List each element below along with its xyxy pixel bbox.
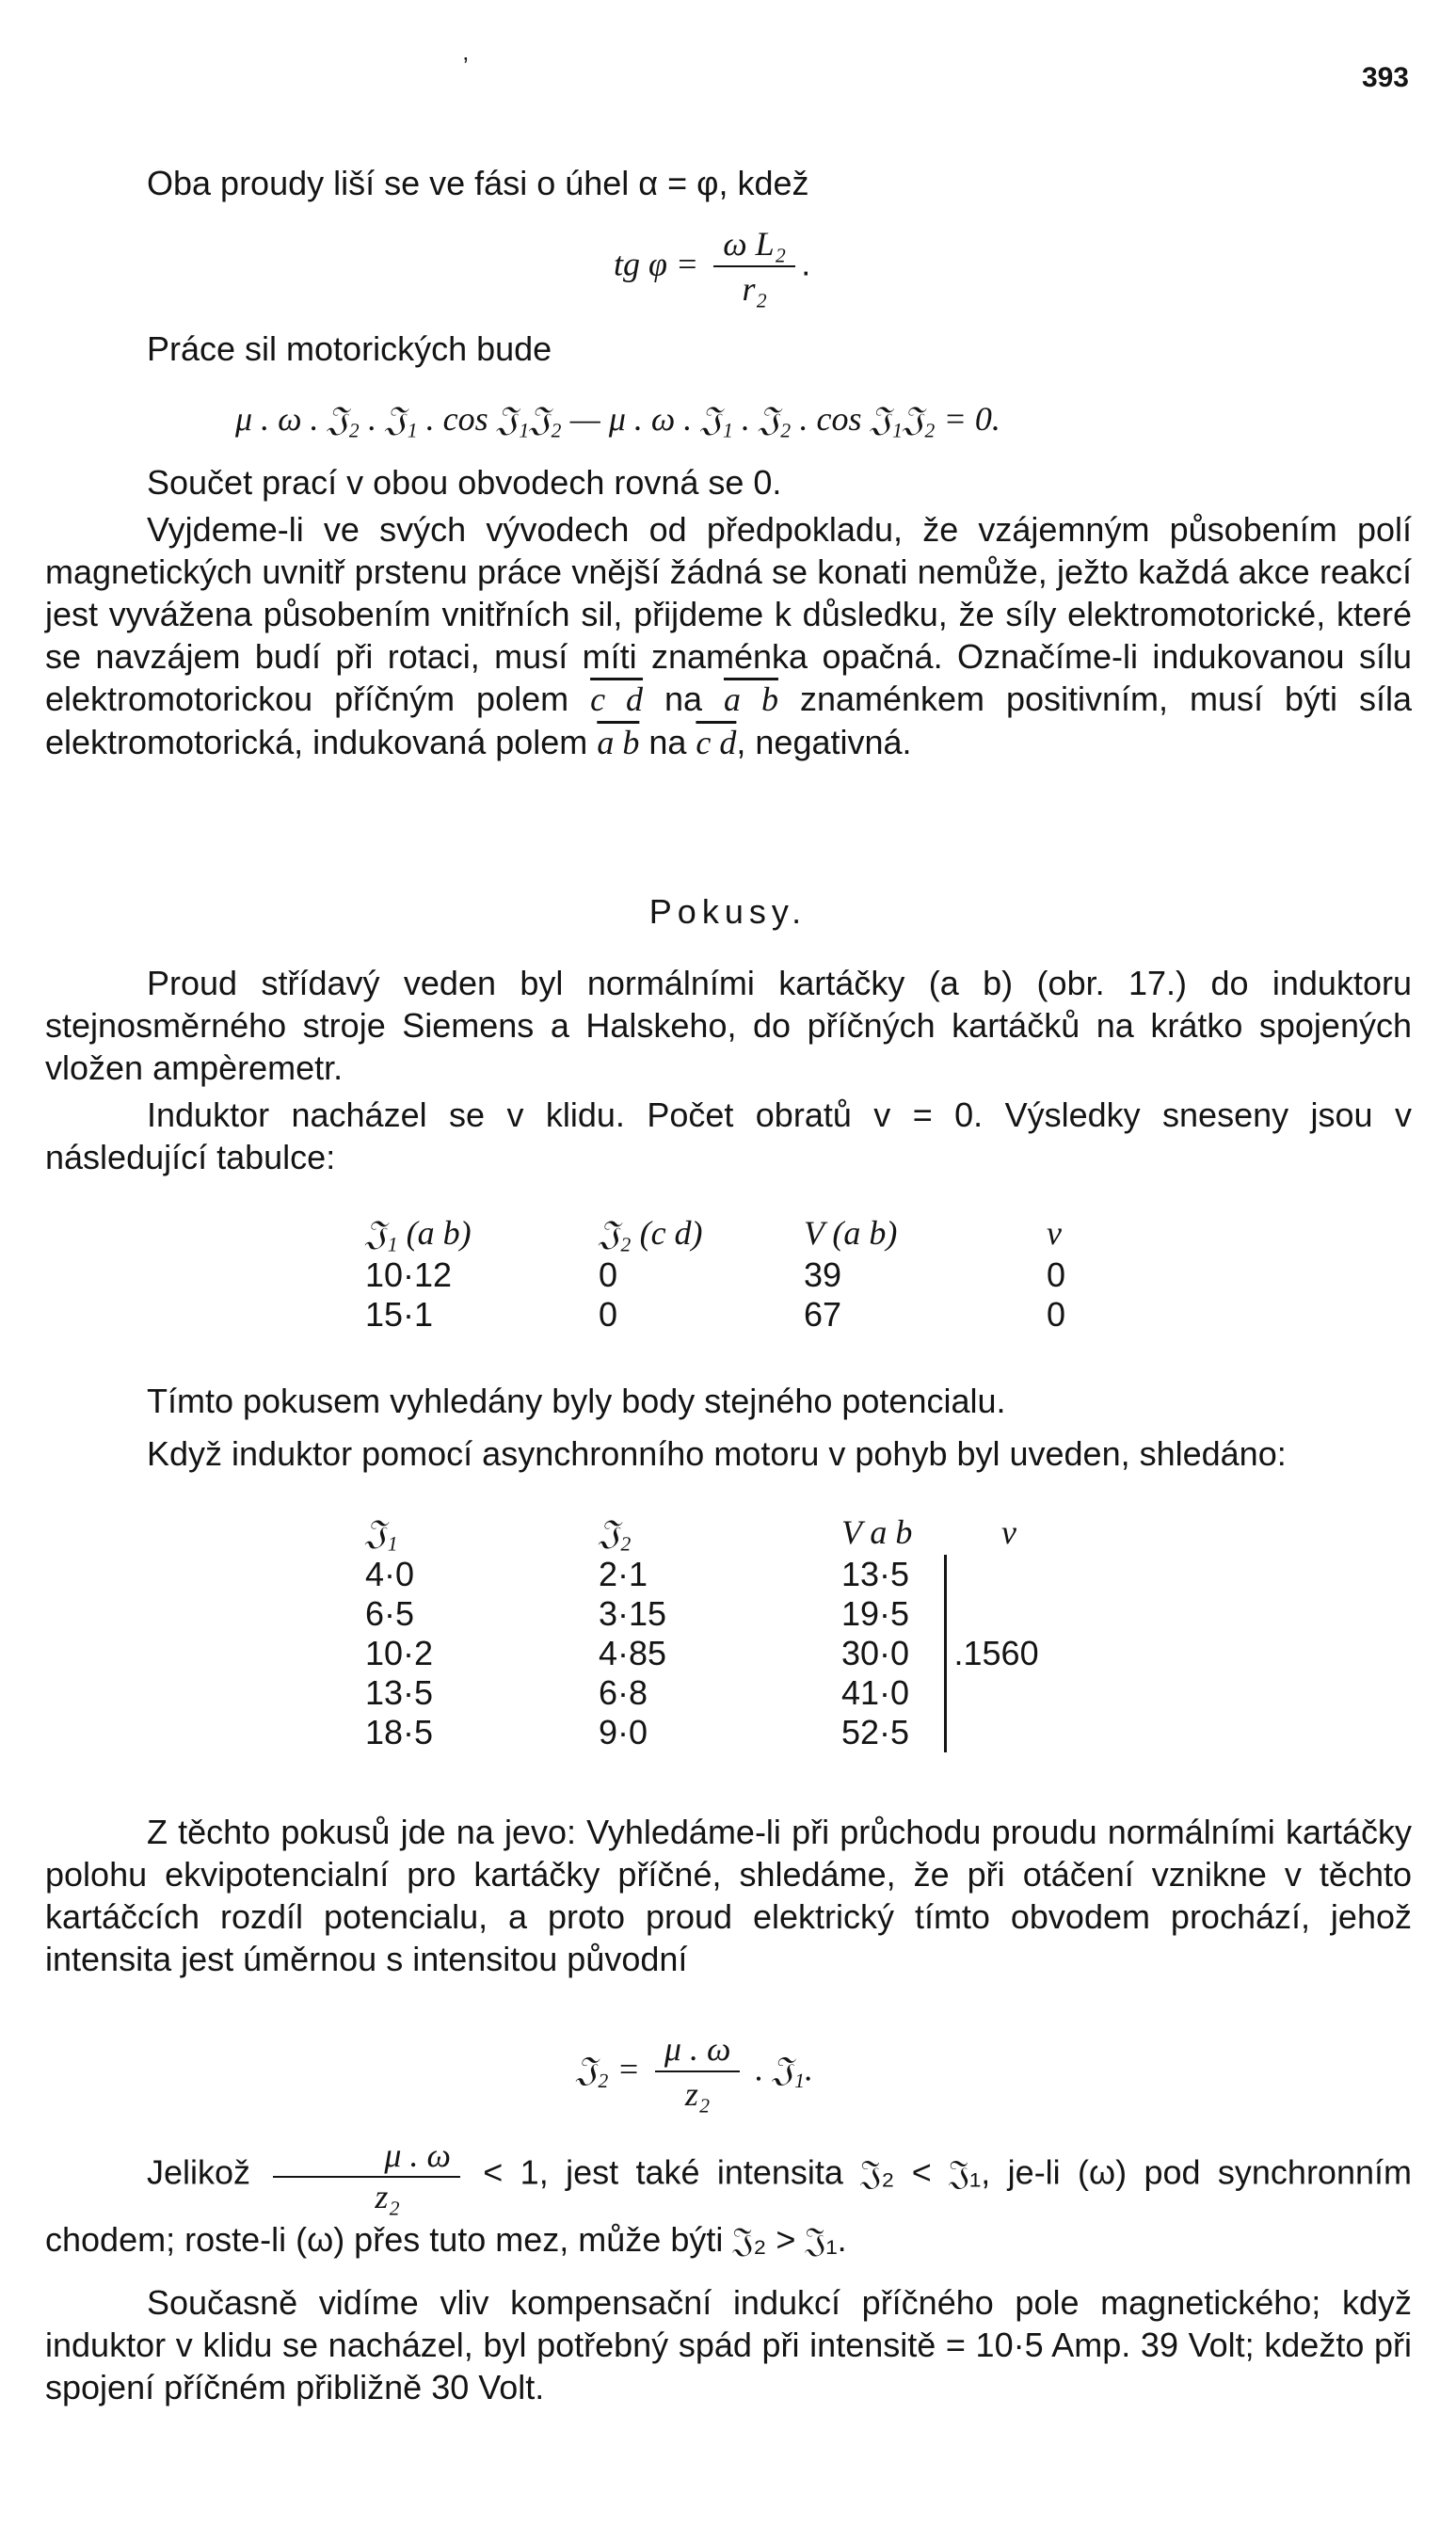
table-motion-header-row — [365, 1510, 1114, 1555]
page-number: 393 — [1361, 62, 1409, 93]
equation-tangent — [614, 224, 810, 309]
paragraph-experiment: Proud střídavý veden byl normálními kartáčky (a b) (obr. 17.) do induktoru stejnosměrného stroje Siemens a Halskeho, do příčných kartáčků na krátko spojených vložen ampèremetr. — [45, 964, 1412, 1087]
table-cell: 10·12 — [365, 1255, 453, 1294]
table-cell: 4·0 — [365, 1555, 415, 1593]
table-rest-header: 𝔍₁ (a b) — [365, 1213, 472, 1252]
table-cell: 3·15 — [599, 1594, 667, 1633]
table-cell: 0 — [1047, 1255, 1066, 1294]
table-cell: 19·5 — [841, 1594, 910, 1633]
table-cell: 0 — [599, 1255, 618, 1294]
equation-intensity — [576, 2029, 813, 2114]
derivation-text-4: na — [648, 723, 687, 761]
table-row — [365, 1295, 1122, 1335]
paragraph-derivation — [45, 508, 1412, 764]
table-row — [365, 1555, 1114, 1594]
table-cell: 18·5 — [365, 1713, 434, 1751]
table-rest-header: 𝔍₂ (c d) — [599, 1213, 703, 1252]
equation-intensity-tail: . 𝔍₁. — [755, 2050, 814, 2088]
synchronous-text-1: Jelikož — [147, 2152, 251, 2192]
paragraph-conclusion: Z těchto pokusů jde na jevo: Vyhledáme-li při průchodu proudu normálními kartáčky polohu ekvipotencialní pro kartáčky příčné, shledáme, že při otáčení vznikne v těchto kartáčcích rozdíl potencialu, a proto proud elektrický tímto obvodem prochází, jehož intensita jest úměrnou s intensitou původní — [45, 1813, 1412, 1978]
table-cell: 52·5 — [841, 1713, 910, 1751]
table-motion-header: V a b — [841, 1513, 913, 1551]
equation-tangent-denominator: r₂ — [742, 270, 767, 308]
paragraph-work: Práce sil motorických bude — [147, 329, 552, 368]
derivation-ab-2: a b — [597, 724, 640, 761]
table-rest-header: v — [1047, 1214, 1062, 1252]
table-rest-header-row — [365, 1210, 1122, 1255]
equation-intensity-denominator: z₂ — [684, 2075, 711, 2113]
table-cell: 13·5 — [365, 1673, 434, 1712]
synchronous-denominator: z₂ — [375, 2178, 400, 2215]
equation-intensity-numerator: μ . ω — [655, 2029, 741, 2072]
derivation-text-2: na — [664, 679, 703, 718]
table-cell: 0 — [599, 1295, 618, 1334]
table-cell: 39 — [804, 1255, 842, 1294]
table-cell: 6·8 — [599, 1673, 648, 1712]
table-cell: 67 — [804, 1295, 842, 1334]
table-cell-speed: .1560 — [945, 1555, 1114, 1752]
paragraph-potential: Tímto pokusem vyhledány byly body stejného potencialu. — [147, 1382, 1006, 1420]
table-row — [365, 1255, 1122, 1295]
paragraph-compensation: Současně vidíme vliv kompensační indukcí příčného pole magnetického; když induktor v klidu se nacházel, byl potřebný spád při intensitě = 10·5 Amp. 39 Volt; kdežto při spojení příčném přibližně 30 Volt. — [45, 2283, 1412, 2406]
equation-tangent-numerator: ω L₂ — [713, 224, 795, 267]
table-motion — [365, 1510, 1114, 1752]
equation-work: μ . ω . 𝔍₂ . 𝔍₁ . cos 𝔍₁𝔍₂ — μ . ω . 𝔍₁ . 𝔍₂ . cos 𝔍₁𝔍₂ = 0. — [235, 400, 1000, 438]
table-cell: 15·1 — [365, 1295, 434, 1334]
table-cell: 4·85 — [599, 1634, 667, 1672]
table-cell: 41·0 — [841, 1673, 910, 1712]
table-cell: 2·1 — [599, 1555, 648, 1593]
equation-tangent-tail: . — [801, 244, 811, 283]
derivation-cd-2: c d — [696, 724, 737, 761]
table-motion-header: v — [1001, 1513, 1016, 1551]
equation-intensity-fraction — [655, 2029, 741, 2114]
equation-intensity-lhs: 𝔍₂ = — [576, 2050, 640, 2088]
table-motion-header: 𝔍₁ — [365, 1512, 398, 1551]
table-motion-header: 𝔍₂ — [599, 1512, 632, 1551]
paragraph-phase: Oba proudy liší se ve fási o úhel α = φ, kdež — [147, 164, 809, 202]
derivation-cd: c d — [590, 680, 644, 718]
synchronous-numerator: μ . ω — [273, 2136, 460, 2178]
table-rest — [365, 1210, 1122, 1335]
equation-tangent-lhs: tg φ = — [614, 245, 699, 283]
table-cell: 10·2 — [365, 1634, 434, 1672]
table-cell: 0 — [1047, 1295, 1066, 1334]
table-rest-header: V (a b) — [804, 1214, 898, 1252]
derivation-text-1: Vyjdeme-li ve svých vývodech od předpokladu, že vzájemným působením polí magnetických uvnitř prstenu práce vnější žádná se konati nemůže, ježto každá akce reakcí jest vyvážena působením vnitřních sil, přijdeme k důsledku, že síly elektromotorické, které se navzájem budí při rotaci, musí míti znaménka opačná. Označíme-li indukovanou sílu elektromotorickou příčným polem — [45, 510, 1412, 718]
derivation-text-5: , negativná. — [736, 723, 912, 761]
derivation-ab: a b — [724, 680, 778, 718]
table-cell: 30·0 — [841, 1634, 910, 1672]
paragraph-sum: Součet prací v obou obvodech rovná se 0. — [147, 463, 782, 502]
equation-tangent-fraction — [713, 224, 795, 309]
table-cell: 13·5 — [841, 1555, 910, 1593]
section-heading: Pokusy. — [648, 892, 808, 931]
paragraph-rest: Induktor nacházel se v klidu. Počet obratů v = 0. Výsledky sneseny jsou v následující tabulce: — [45, 1095, 1412, 1176]
synchronous-fraction — [273, 2136, 460, 2214]
table-cell: 9·0 — [599, 1713, 648, 1751]
synchronous-text-2: < 1, jest také intensita 𝔍₂ < 𝔍₁, je-li (ω) pod synchronním chodem; roste-li (ω) přes tuto mez, může býti 𝔍₂ > 𝔍₁. — [45, 2152, 1412, 2259]
paragraph-motion: Když induktor pomocí asynchronního motoru v pohyb byl uveden, shledáno: — [147, 1434, 1287, 1473]
table-cell: 6·5 — [365, 1594, 415, 1633]
derivation-text-3: znaménkem positivním, musí býti síla elektromotorická, indukovaná polem — [45, 679, 1412, 761]
top-mark: ʼ — [463, 53, 469, 81]
paragraph-synchronous — [45, 2136, 1412, 2266]
